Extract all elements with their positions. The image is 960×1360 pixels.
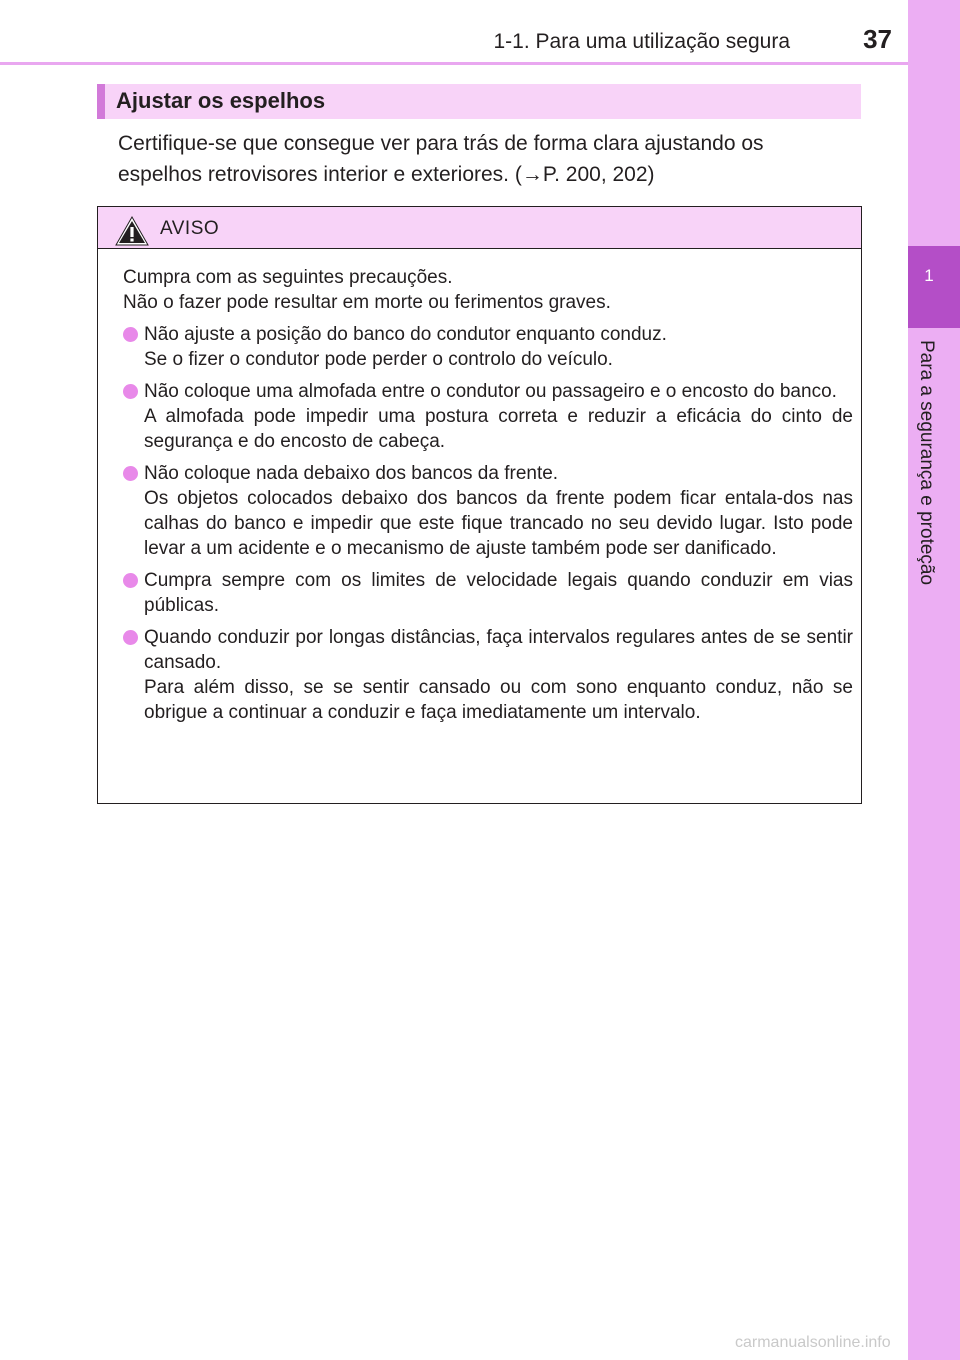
bullet-dot-icon xyxy=(123,573,138,588)
section-intro xyxy=(118,128,860,190)
warning-intro-1: Cumpra com as seguintes precauções. xyxy=(123,267,453,288)
watermark: carmanualsonline.info xyxy=(735,1334,891,1351)
warning-item-detail: Se o fizer o condutor pode perder o controlo do veículo. xyxy=(144,349,613,370)
bullet-dot-icon xyxy=(123,327,138,342)
warning-item-detail: Para além disso, se se sentir cansado ou com sono enquanto conduz, não se obrigue a continuar a conduzir e faça imediatamente um intervalo. xyxy=(144,677,853,723)
warning-item-text: Não coloque nada debaixo dos bancos da frente. xyxy=(144,463,559,484)
warning-title: AVISO xyxy=(160,218,220,239)
section-heading-bar xyxy=(97,84,861,119)
header-rule xyxy=(0,62,908,65)
warning-item-text: Quando conduzir por longas distâncias, faça intervalos regulares antes de se sentir cansado. xyxy=(144,627,853,673)
chapter-side-strip xyxy=(908,0,960,1360)
warning-triangle-icon xyxy=(114,215,150,247)
warning-item-detail: A almofada pode impedir uma postura correta e reduzir a eficácia do cinto de segurança e do encosto de cabeça. xyxy=(144,406,853,452)
warning-item xyxy=(123,625,853,725)
warning-item xyxy=(123,568,853,618)
section-title: Ajustar os espelhos xyxy=(116,88,326,113)
section-intro-line-2: espelhos retrovisores interior e exteriores. (→P. 200, 202) xyxy=(118,163,655,186)
chapter-tab-label: Para a segurança e proteção xyxy=(916,340,937,586)
warning-item xyxy=(123,322,853,372)
warning-item xyxy=(123,379,853,454)
warning-item-text: Não ajuste a posição do banco do condutor enquanto conduz. xyxy=(144,324,667,345)
chapter-tab-active[interactable] xyxy=(908,246,960,328)
warning-item xyxy=(123,461,853,561)
warning-body xyxy=(123,265,853,725)
warning-item-text: Cumpra sempre com os limites de velocidade legais quando conduzir em vias públicas. xyxy=(144,570,853,616)
header-section-title: 1-1. Para uma utilização segura xyxy=(493,30,790,53)
bullet-dot-icon xyxy=(123,466,138,481)
warning-intro-2: Não o fazer pode resultar em morte ou ferimentos graves. xyxy=(123,292,611,313)
warning-item-detail: Os objetos colocados debaixo dos bancos da frente podem ficar entala-dos nas calhas do banco e impedir que este fique trancado no seu devido lugar. Isto pode levar a um acidente e o mecanismo de ajuste também pode ser danificado. xyxy=(144,488,853,559)
bullet-dot-icon xyxy=(123,384,138,399)
bullet-dot-icon xyxy=(123,630,138,645)
section-intro-line-1: Certifique-se que consegue ver para trás de forma clara ajustando os xyxy=(118,132,764,155)
warning-header xyxy=(98,207,861,249)
page-number: 37 xyxy=(863,24,892,54)
chapter-tab-number: 1 xyxy=(924,266,934,285)
warning-box xyxy=(97,206,862,804)
section-heading-accent xyxy=(97,84,105,119)
warning-item-text: Não coloque uma almofada entre o condutor ou passageiro e o encosto do banco. xyxy=(144,381,837,402)
